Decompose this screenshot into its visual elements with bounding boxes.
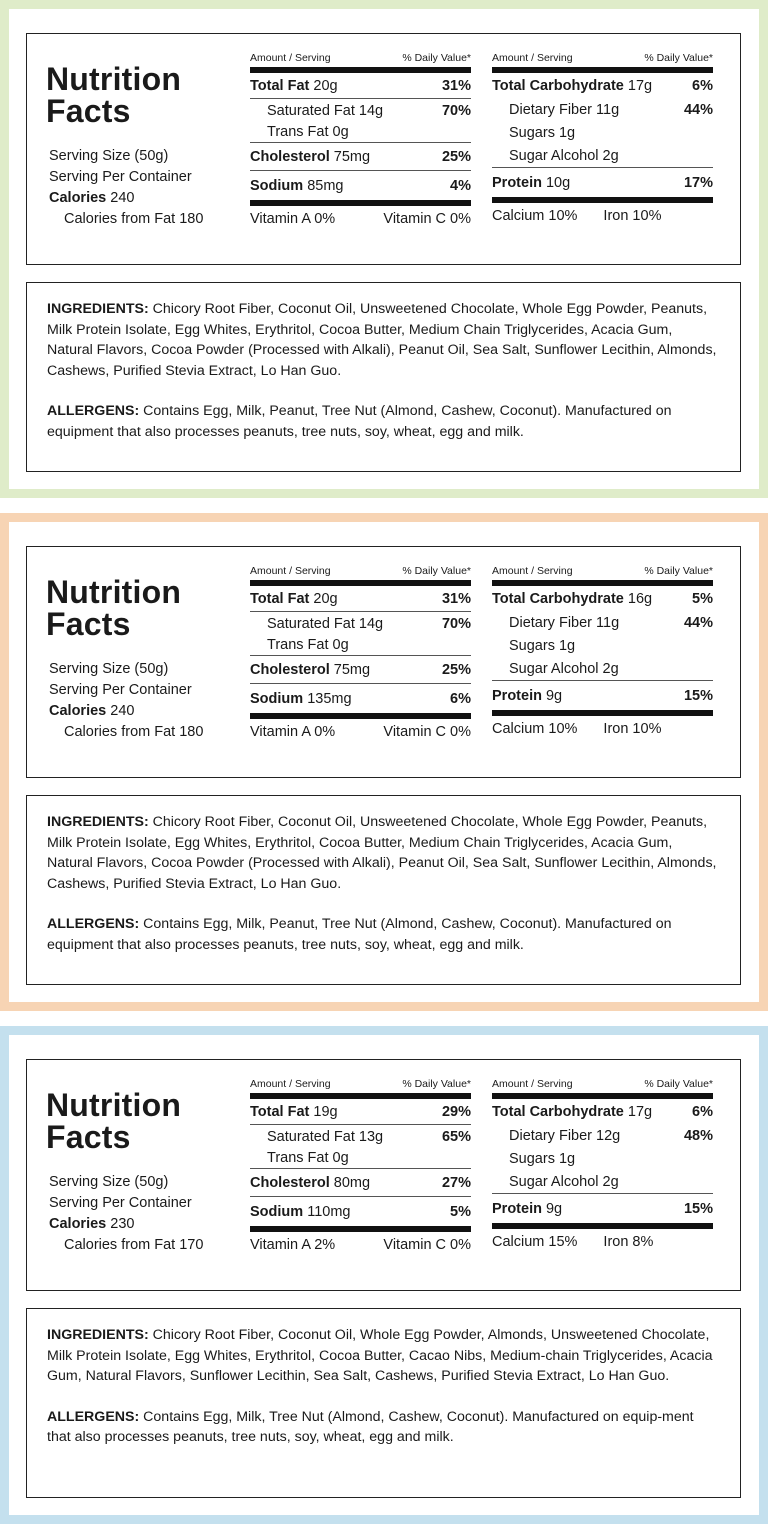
column-header xyxy=(250,51,471,67)
dietary-fiber-row xyxy=(492,611,713,634)
calories-label: Calories xyxy=(49,703,107,719)
dietary-fiber-label: Dietary Fiber xyxy=(509,1127,592,1144)
saturated-fat-value: 14g xyxy=(358,615,384,632)
saturated-fat-row xyxy=(250,612,471,635)
amount-serving-header: Amount / Serving xyxy=(492,52,573,64)
dietary-fiber-label: Dietary Fiber xyxy=(509,101,592,118)
cholesterol-row xyxy=(250,1169,471,1196)
sodium-value: 85mg xyxy=(307,177,344,194)
saturated-fat-value: 14g xyxy=(358,102,384,119)
protein-dv: 15% xyxy=(683,687,713,704)
cholesterol-dv: 25% xyxy=(441,148,471,165)
saturated-fat-dv: 65% xyxy=(441,1128,471,1145)
allergens-label: ALLERGENS: xyxy=(47,403,140,419)
calories-from-fat-row xyxy=(49,1235,203,1256)
saturated-fat-row xyxy=(250,99,471,122)
vitamin-a: Vitamin A 2% xyxy=(250,1237,336,1253)
total-carb-row xyxy=(492,1099,713,1124)
trans-fat-row xyxy=(250,635,471,655)
allergens-text: Contains Egg, Milk, Tree Nut (Almond, Cashew, Coconut). Manufactured on equip-ment that also processes peanuts, tree nuts, soy, wheat, egg and milk. xyxy=(47,1408,694,1445)
total-carb-dv: 6% xyxy=(692,1103,713,1120)
sugars-label: Sugars xyxy=(509,124,555,141)
sodium-label: Sodium xyxy=(250,1203,304,1220)
ingredients-paragraph xyxy=(47,299,720,381)
serving-per-container: Serving Per Container xyxy=(49,682,192,698)
vitamin-c: Vitamin C 0% xyxy=(383,211,471,227)
protein-row xyxy=(492,168,713,197)
sodium-dv: 6% xyxy=(450,690,471,707)
cholesterol-row xyxy=(250,656,471,683)
cholesterol-label: Cholesterol xyxy=(250,1174,330,1191)
iron: Iron 10% xyxy=(603,721,662,737)
fat-column xyxy=(250,564,471,740)
column-header xyxy=(492,1077,713,1093)
serving-per-container: Serving Per Container xyxy=(49,169,192,185)
trans-fat-label: Trans Fat xyxy=(267,124,329,140)
nutrition-facts-title xyxy=(46,63,181,127)
daily-value-header: % Daily Value* xyxy=(644,1078,713,1090)
ingredients-paragraph xyxy=(47,1325,720,1387)
total-fat-row xyxy=(250,586,471,611)
iron: Iron 8% xyxy=(603,1234,654,1250)
title-line-2: Facts xyxy=(46,1119,131,1155)
saturated-fat-dv: 70% xyxy=(441,102,471,119)
trans-fat-label: Trans Fat xyxy=(267,1150,329,1166)
sugars-value: 1g xyxy=(558,637,576,654)
vitamin-c: Vitamin C 0% xyxy=(383,1237,471,1253)
allergens-paragraph xyxy=(47,1407,720,1448)
total-carb-value: 17g xyxy=(627,1103,653,1120)
total-carb-row xyxy=(492,73,713,98)
sugar-alcohol-row xyxy=(492,144,713,167)
vitamin-c: Vitamin C 0% xyxy=(383,724,471,740)
cholesterol-label: Cholesterol xyxy=(250,661,330,678)
column-header xyxy=(250,1077,471,1093)
total-carb-row xyxy=(492,586,713,611)
column-header xyxy=(250,564,471,580)
dietary-fiber-label: Dietary Fiber xyxy=(509,614,592,631)
nutrition-facts-title xyxy=(46,576,181,640)
sugars-value: 1g xyxy=(558,124,576,141)
daily-value-header: % Daily Value* xyxy=(644,565,713,577)
title-line-2: Facts xyxy=(46,93,131,129)
label-panel xyxy=(0,1026,768,1524)
ingredients-text: Chicory Root Fiber, Coconut Oil, Unsweetened Chocolate, Whole Egg Powder, Peanuts, Milk Protein Isolate, Egg Whites, Erythritol, Cocoa Butter, Medium Chain Triglycerides, Acacia Gum, Natural Flavors, Cocoa Powder (Processed with Alkali), Peanut Oil, Sea Salt, Sunflower Lecithin, Almonds, Cashews, Purified Stevia Extract, Lo Han Guo. xyxy=(47,814,717,892)
dietary-fiber-row xyxy=(492,98,713,121)
sugars-value: 1g xyxy=(558,1150,576,1167)
calories-row xyxy=(49,1214,203,1235)
total-fat-dv: 31% xyxy=(441,590,471,607)
calories-from-fat-label: Calories from Fat xyxy=(64,211,176,227)
total-carb-label: Total Carbohydrate xyxy=(492,590,624,607)
dietary-fiber-dv: 48% xyxy=(683,1127,713,1144)
vitamin-a: Vitamin A 0% xyxy=(250,211,336,227)
protein-dv: 17% xyxy=(683,174,713,191)
sugars-label: Sugars xyxy=(509,637,555,654)
title-line-1: Nutrition xyxy=(46,1087,182,1123)
total-carb-label: Total Carbohydrate xyxy=(492,1103,624,1120)
total-fat-value: 20g xyxy=(313,77,338,94)
label-panel xyxy=(0,513,768,1011)
daily-value-header: % Daily Value* xyxy=(402,52,471,64)
protein-row xyxy=(492,681,713,710)
protein-label: Protein xyxy=(492,1200,542,1217)
total-fat-label: Total Fat xyxy=(250,590,310,607)
calories-from-fat-label: Calories from Fat xyxy=(64,724,176,740)
serving-size: Serving Size (50g) xyxy=(49,1174,169,1190)
total-fat-label: Total Fat xyxy=(250,1103,310,1120)
calories-from-fat-label: Calories from Fat xyxy=(64,1237,176,1253)
ingredients-label: INGREDIENTS: xyxy=(47,814,149,830)
ingredients-paragraph xyxy=(47,812,720,894)
daily-value-header: % Daily Value* xyxy=(402,1078,471,1090)
cholesterol-row xyxy=(250,143,471,170)
dietary-fiber-value: 11g xyxy=(596,614,620,631)
trans-fat-row xyxy=(250,1148,471,1168)
sodium-value: 110mg xyxy=(307,1203,351,1220)
total-fat-value: 20g xyxy=(313,590,338,607)
saturated-fat-dv: 70% xyxy=(441,615,471,632)
ingredients-box xyxy=(26,282,741,472)
total-carb-dv: 6% xyxy=(692,77,713,94)
total-fat-dv: 29% xyxy=(441,1103,471,1120)
serving-per-container: Serving Per Container xyxy=(49,1195,192,1211)
allergens-label: ALLERGENS: xyxy=(47,916,140,932)
dietary-fiber-dv: 44% xyxy=(683,614,713,631)
serving-info xyxy=(49,659,203,743)
sugars-label: Sugars xyxy=(509,1150,555,1167)
trans-fat-value: 0g xyxy=(332,637,349,653)
ingredients-text: Chicory Root Fiber, Coconut Oil, Unsweetened Chocolate, Whole Egg Powder, Peanuts, Milk Protein Isolate, Egg Whites, Erythritol, Cocoa Butter, Medium Chain Triglycerides, Acacia Gum, Natural Flavors, Cocoa Powder (Processed with Alkali), Peanut Oil, Sea Salt, Sunflower Lecithin, Almonds, Cashews, Purified Stevia Extract, Lo Han Guo. xyxy=(47,301,717,379)
sodium-value: 135mg xyxy=(307,690,352,707)
nutrition-facts-box xyxy=(26,33,741,265)
amount-serving-header: Amount / Serving xyxy=(250,52,331,64)
carb-column xyxy=(492,1077,713,1250)
sodium-row xyxy=(250,1197,471,1226)
serving-size: Serving Size (50g) xyxy=(49,661,169,677)
allergens-text: Contains Egg, Milk, Peanut, Tree Nut (Almond, Cashew, Coconut). Manufactured on equipment that also processes peanuts, tree nuts, soy, wheat, egg and milk. xyxy=(47,403,672,440)
protein-label: Protein xyxy=(492,687,542,704)
column-header xyxy=(492,564,713,580)
calories-from-fat-row xyxy=(49,209,203,230)
calories-from-fat-value: 180 xyxy=(179,211,204,227)
ingredients-box xyxy=(26,1308,741,1498)
sodium-dv: 4% xyxy=(450,177,471,194)
cholesterol-value: 80mg xyxy=(333,1174,371,1191)
trans-fat-row xyxy=(250,122,471,142)
sugar-alcohol-label: Sugar Alcohol xyxy=(509,660,599,677)
total-fat-dv: 31% xyxy=(441,77,471,94)
saturated-fat-label: Saturated Fat xyxy=(267,615,355,632)
carb-column xyxy=(492,564,713,737)
cholesterol-value: 75mg xyxy=(333,148,371,165)
calcium: Calcium 10% xyxy=(492,208,578,224)
sugar-alcohol-value: 2g xyxy=(602,1173,619,1190)
serving-info xyxy=(49,1172,203,1256)
carb-column xyxy=(492,51,713,224)
ingredients-label: INGREDIENTS: xyxy=(47,301,149,317)
total-fat-value: 19g xyxy=(313,1103,338,1120)
saturated-fat-row xyxy=(250,1125,471,1148)
protein-value: 9g xyxy=(545,1200,563,1217)
calories-from-fat-value: 180 xyxy=(179,724,204,740)
protein-label: Protein xyxy=(492,174,542,191)
cholesterol-dv: 25% xyxy=(441,661,471,678)
calories-label: Calories xyxy=(49,190,107,206)
fat-column xyxy=(250,51,471,227)
protein-row xyxy=(492,1194,713,1223)
sugar-alcohol-row xyxy=(492,657,713,680)
trans-fat-label: Trans Fat xyxy=(267,637,329,653)
protein-value: 10g xyxy=(545,174,571,191)
minerals-row xyxy=(492,1229,713,1250)
calories-row xyxy=(49,188,203,209)
daily-value-header: % Daily Value* xyxy=(644,52,713,64)
sodium-label: Sodium xyxy=(250,177,304,194)
dietary-fiber-dv: 44% xyxy=(683,101,713,118)
saturated-fat-value: 13g xyxy=(358,1128,384,1145)
total-carb-dv: 5% xyxy=(692,590,713,607)
sugars-row xyxy=(492,121,713,144)
total-fat-label: Total Fat xyxy=(250,77,310,94)
daily-value-header: % Daily Value* xyxy=(402,565,471,577)
iron: Iron 10% xyxy=(603,208,662,224)
minerals-row xyxy=(492,716,713,737)
sodium-row xyxy=(250,171,471,200)
vitamins-row xyxy=(250,1232,471,1253)
calories-from-fat-row xyxy=(49,722,203,743)
dietary-fiber-value: 12g xyxy=(596,1127,621,1144)
label-panel xyxy=(0,0,768,498)
cholesterol-label: Cholesterol xyxy=(250,148,330,165)
total-fat-row xyxy=(250,73,471,98)
allergens-label: ALLERGENS: xyxy=(47,1408,140,1425)
amount-serving-header: Amount / Serving xyxy=(250,565,331,577)
title-line-2: Facts xyxy=(46,606,131,642)
sugar-alcohol-label: Sugar Alcohol xyxy=(509,147,599,164)
vitamins-row xyxy=(250,206,471,227)
dietary-fiber-row xyxy=(492,1124,713,1147)
ingredients-label: INGREDIENTS: xyxy=(47,1327,149,1343)
sodium-row xyxy=(250,684,471,713)
total-carb-value: 17g xyxy=(627,77,653,94)
sugars-row xyxy=(492,1147,713,1170)
calories-value: 230 xyxy=(110,1216,135,1232)
saturated-fat-label: Saturated Fat xyxy=(267,102,355,119)
nutrition-facts-box xyxy=(26,1059,741,1291)
calories-from-fat-value: 170 xyxy=(179,1237,204,1253)
fat-column xyxy=(250,1077,471,1253)
allergens-text: Contains Egg, Milk, Peanut, Tree Nut (Almond, Cashew, Coconut). Manufactured on equipment that also processes peanuts, tree nuts, soy, wheat, egg and milk. xyxy=(47,916,672,953)
calories-row xyxy=(49,701,203,722)
title-line-1: Nutrition xyxy=(46,61,182,97)
minerals-row xyxy=(492,203,713,224)
protein-value: 9g xyxy=(545,687,563,704)
sugar-alcohol-row xyxy=(492,1170,713,1193)
saturated-fat-label: Saturated Fat xyxy=(267,1128,355,1145)
vitamins-row xyxy=(250,719,471,740)
amount-serving-header: Amount / Serving xyxy=(492,565,573,577)
sugar-alcohol-label: Sugar Alcohol xyxy=(509,1173,599,1190)
amount-serving-header: Amount / Serving xyxy=(492,1078,573,1090)
total-carb-label: Total Carbohydrate xyxy=(492,77,624,94)
calories-label: Calories xyxy=(49,1216,107,1232)
trans-fat-value: 0g xyxy=(332,124,349,140)
column-header xyxy=(492,51,713,67)
nutrition-facts-title xyxy=(46,1089,181,1153)
title-line-1: Nutrition xyxy=(46,574,182,610)
calories-value: 240 xyxy=(110,703,135,719)
cholesterol-dv: 27% xyxy=(441,1174,471,1191)
sodium-label: Sodium xyxy=(250,690,304,707)
vitamin-a: Vitamin A 0% xyxy=(250,724,336,740)
calcium: Calcium 10% xyxy=(492,721,578,737)
allergens-paragraph xyxy=(47,401,720,442)
sugar-alcohol-value: 2g xyxy=(602,660,619,677)
cholesterol-value: 75mg xyxy=(333,661,371,678)
total-carb-value: 16g xyxy=(627,590,653,607)
serving-size: Serving Size (50g) xyxy=(49,148,169,164)
dietary-fiber-value: 11g xyxy=(596,101,620,118)
protein-dv: 15% xyxy=(683,1200,713,1217)
calcium: Calcium 15% xyxy=(492,1234,578,1250)
sugar-alcohol-value: 2g xyxy=(602,147,619,164)
ingredients-text: Chicory Root Fiber, Coconut Oil, Whole Egg Powder, Almonds, Unsweetened Chocolate, Milk Protein Isolate, Egg Whites, Erythritol, Cocoa Butter, Cacao Nibs, Medium-chain Triglycerides, Acacia Gum, Natural Flavors, Sunflower Lecithin, Sea Salt, Cashews, Purified Stevia Extract, Lo Han Guo. xyxy=(47,1327,713,1384)
nutrition-facts-box xyxy=(26,546,741,778)
calories-value: 240 xyxy=(110,190,135,206)
trans-fat-value: 0g xyxy=(332,1150,349,1166)
sugars-row xyxy=(492,634,713,657)
serving-info xyxy=(49,146,203,230)
total-fat-row xyxy=(250,1099,471,1124)
sodium-dv: 5% xyxy=(450,1203,471,1220)
allergens-paragraph xyxy=(47,914,720,955)
ingredients-box xyxy=(26,795,741,985)
amount-serving-header: Amount / Serving xyxy=(250,1078,331,1090)
